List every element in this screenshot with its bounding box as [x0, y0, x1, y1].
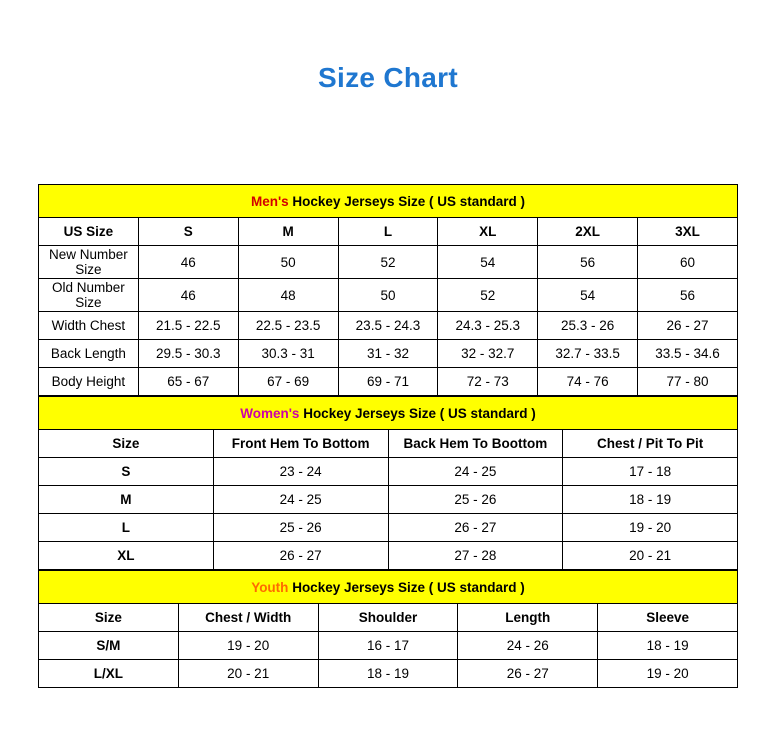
womens-header-rest: Hockey Jerseys Size ( US standard ) — [299, 405, 536, 421]
table-row — [39, 486, 738, 514]
womens-col-1: Front Hem To Bottom — [213, 430, 388, 458]
mens-col-6: 3XL — [638, 218, 738, 246]
youth-r0-c0: S/M — [39, 632, 179, 660]
youth-r0-c2: 16 - 17 — [318, 632, 458, 660]
womens-header-accent: Women's — [240, 405, 300, 421]
mens-r0-c4: 54 — [438, 246, 538, 279]
table-row — [39, 312, 738, 340]
mens-r4-c6: 77 - 80 — [638, 368, 738, 396]
womens-r3-c1: 26 - 27 — [213, 542, 388, 570]
womens-r2-c2: 26 - 27 — [388, 514, 563, 542]
mens-r2-c5: 25.3 - 26 — [538, 312, 638, 340]
mens-r1-c1: 46 — [138, 279, 238, 312]
mens-col-2: M — [238, 218, 338, 246]
table-row — [39, 246, 738, 279]
youth-r0-c1: 19 - 20 — [178, 632, 318, 660]
youth-col-3: Length — [458, 604, 598, 632]
mens-header-accent: Men's — [250, 193, 289, 209]
youth-header-accent: Youth — [251, 579, 289, 595]
mens-r0-c1: 46 — [138, 246, 238, 279]
womens-col-2: Back Hem To Boottom — [388, 430, 563, 458]
womens-r0-c3: 17 - 18 — [563, 458, 738, 486]
mens-r2-c3: 23.5 - 24.3 — [338, 312, 438, 340]
mens-r2-c0: Width Chest — [39, 312, 139, 340]
mens-r1-c2: 48 — [238, 279, 338, 312]
table-row — [39, 632, 738, 660]
mens-r0-c3: 52 — [338, 246, 438, 279]
mens-r0-c2: 50 — [238, 246, 338, 279]
youth-r1-c1: 20 - 21 — [178, 660, 318, 688]
womens-r2-c0: L — [39, 514, 214, 542]
table-row — [39, 514, 738, 542]
youth-col-1: Chest / Width — [178, 604, 318, 632]
mens-r2-c2: 22.5 - 23.5 — [238, 312, 338, 340]
womens-r1-c0: M — [39, 486, 214, 514]
table-row — [39, 340, 738, 368]
mens-r3-c4: 32 - 32.7 — [438, 340, 538, 368]
womens-r0-c0: S — [39, 458, 214, 486]
youth-r1-c3: 26 - 27 — [458, 660, 598, 688]
table-row — [39, 458, 738, 486]
youth-size-table — [38, 570, 738, 688]
table-row — [39, 368, 738, 396]
size-chart-page — [0, 62, 776, 754]
womens-r3-c2: 27 - 28 — [388, 542, 563, 570]
size-chart-tables — [38, 184, 738, 688]
mens-r4-c5: 74 - 76 — [538, 368, 638, 396]
mens-r3-c3: 31 - 32 — [338, 340, 438, 368]
womens-r1-c3: 18 - 19 — [563, 486, 738, 514]
mens-r1-c4: 52 — [438, 279, 538, 312]
mens-r3-c2: 30.3 - 31 — [238, 340, 338, 368]
womens-r3-c3: 20 - 21 — [563, 542, 738, 570]
mens-r0-c0: New Number Size — [39, 246, 139, 279]
mens-col-1: S — [138, 218, 238, 246]
mens-col-0: US Size — [39, 218, 139, 246]
mens-r4-c1: 65 - 67 — [138, 368, 238, 396]
mens-r3-c0: Back Length — [39, 340, 139, 368]
table-header-row — [39, 604, 738, 632]
mens-col-5: 2XL — [538, 218, 638, 246]
womens-r0-c1: 23 - 24 — [213, 458, 388, 486]
mens-r1-c0: Old Number Size — [39, 279, 139, 312]
womens-col-0: Size — [39, 430, 214, 458]
youth-r1-c2: 18 - 19 — [318, 660, 458, 688]
youth-header-rest: Hockey Jerseys Size ( US standard ) — [288, 579, 525, 595]
mens-col-4: XL — [438, 218, 538, 246]
youth-r0-c3: 24 - 26 — [458, 632, 598, 660]
youth-col-4: Sleeve — [598, 604, 738, 632]
mens-r1-c3: 50 — [338, 279, 438, 312]
womens-r0-c2: 24 - 25 — [388, 458, 563, 486]
mens-r2-c1: 21.5 - 22.5 — [138, 312, 238, 340]
page-title: Size Chart — [318, 62, 458, 93]
mens-r1-c6: 56 — [638, 279, 738, 312]
table-section-header-row — [39, 397, 738, 430]
table-row — [39, 660, 738, 688]
mens-r4-c3: 69 - 71 — [338, 368, 438, 396]
mens-r4-c2: 67 - 69 — [238, 368, 338, 396]
mens-r3-c6: 33.5 - 34.6 — [638, 340, 738, 368]
mens-header-rest: Hockey Jerseys Size ( US standard ) — [288, 193, 526, 209]
table-section-header-row — [39, 185, 738, 218]
mens-r2-c4: 24.3 - 25.3 — [438, 312, 538, 340]
womens-r2-c3: 19 - 20 — [563, 514, 738, 542]
youth-col-2: Shoulder — [318, 604, 458, 632]
mens-r3-c1: 29.5 - 30.3 — [138, 340, 238, 368]
table-row — [39, 542, 738, 570]
mens-r0-c6: 60 — [638, 246, 738, 279]
womens-r2-c1: 25 - 26 — [213, 514, 388, 542]
womens-size-table — [38, 396, 738, 570]
youth-r1-c0: L/XL — [39, 660, 179, 688]
womens-section-header — [39, 397, 738, 430]
table-header-row — [39, 430, 738, 458]
womens-r1-c1: 24 - 25 — [213, 486, 388, 514]
womens-col-3: Chest / Pit To Pit — [563, 430, 738, 458]
mens-r4-c0: Body Height — [39, 368, 139, 396]
womens-r3-c0: XL — [39, 542, 214, 570]
table-section-header-row — [39, 571, 738, 604]
youth-r0-c4: 18 - 19 — [598, 632, 738, 660]
mens-r2-c6: 26 - 27 — [638, 312, 738, 340]
mens-r4-c4: 72 - 73 — [438, 368, 538, 396]
youth-col-0: Size — [39, 604, 179, 632]
mens-r0-c5: 56 — [538, 246, 638, 279]
mens-r3-c5: 32.7 - 33.5 — [538, 340, 638, 368]
mens-col-3: L — [338, 218, 438, 246]
mens-section-header — [39, 185, 738, 218]
womens-r1-c2: 25 - 26 — [388, 486, 563, 514]
youth-section-header — [39, 571, 738, 604]
table-row — [39, 279, 738, 312]
table-header-row — [39, 218, 738, 246]
mens-r1-c5: 54 — [538, 279, 638, 312]
mens-size-table — [38, 184, 738, 396]
youth-r1-c4: 19 - 20 — [598, 660, 738, 688]
